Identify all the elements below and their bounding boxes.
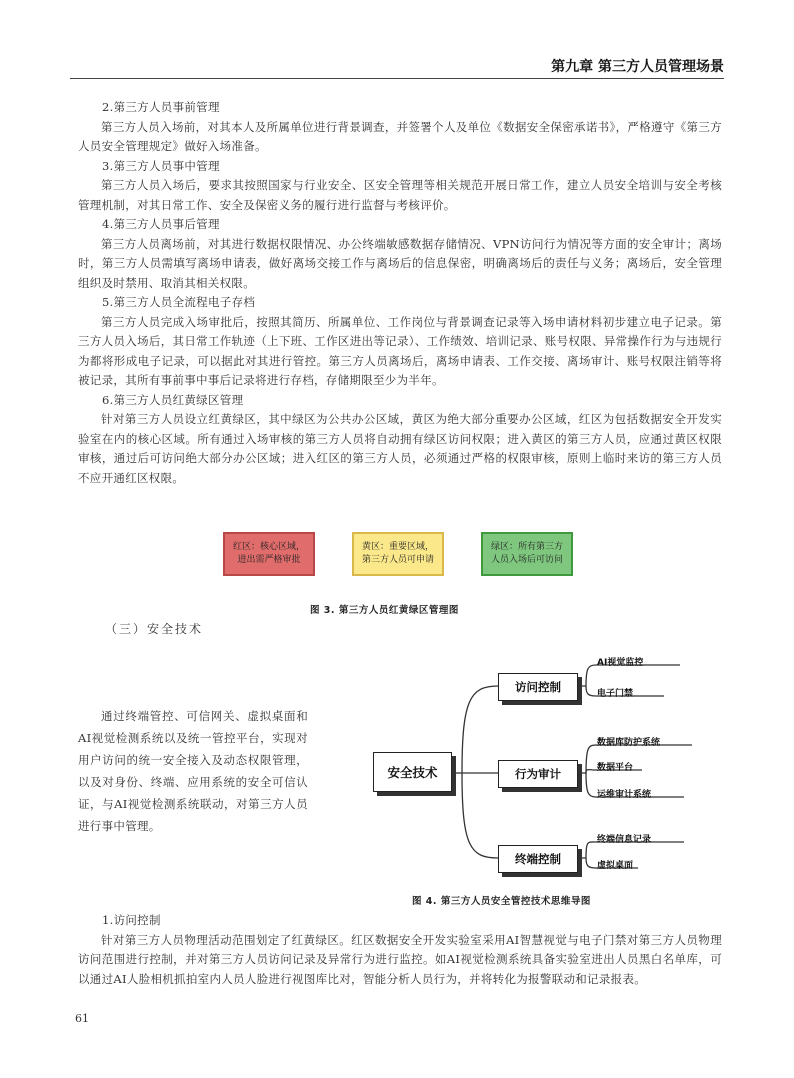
mindmap-leaf: 数据平台 xyxy=(597,763,634,773)
figure4-caption: 图 4. 第三方人员安全管控技术思维导图 xyxy=(412,896,591,907)
red-zone-label-line1: 红区：核心区域， xyxy=(232,542,305,552)
mindmap-leaf: AI视觉监控 xyxy=(597,658,644,668)
section-paragraph: 第三方人员离场前，对其进行数据权限情况、办公终端敏感数据存储情况、VPN访问行为情况等方面的安全审计；离场时，第三方人员需填写离场申请表，做好离场交接工作与离场后的信息保密，明确离场后的责任与义务；离场后，安全管理组织及时禁用、取消其相关权限。 xyxy=(78,236,722,290)
section-heading: 6.第三方人员红黄绿区管理 xyxy=(102,392,244,407)
mindmap-branch-behavior-audit: 行为审计 xyxy=(498,760,578,788)
mindmap-leaf: 运维审计系统 xyxy=(597,790,652,800)
access-control-section xyxy=(78,911,722,989)
section-heading: 3.第三方人员事中管理 xyxy=(102,158,220,173)
mindmap-branch-terminal-control: 终端控制 xyxy=(498,845,578,873)
yellow-zone-label-line1: 黄区：重要区域， xyxy=(361,542,434,552)
section-heading: 5.第三方人员全流程电子存档 xyxy=(102,295,256,309)
mindmap-leaf: 虚拟桌面 xyxy=(597,861,634,871)
section-paragraph: 第三方人员入场后，要求其按照国家与行业安全、区安全管理等相关规范开展日常工作，建立人员安全培训与安全考核管理机制，对其日常工作、安全及保密义务的履行进行监督与考核评价。 xyxy=(78,178,722,212)
mindmap-leaf: 终端信息记录 xyxy=(597,835,652,845)
yellow-zone-label-line2: 第三方人员可申请 xyxy=(361,555,434,565)
red-zone-label-line2: 进出需严格审批 xyxy=(237,555,301,565)
section-heading: 2.第三方人员事前管理 xyxy=(102,100,220,114)
page-number: 61 xyxy=(75,1012,89,1025)
chapter-title: 第九章 第三方人员管理场景 xyxy=(551,59,724,75)
subsection-title: （三）安全技术 xyxy=(105,622,204,636)
section-paragraph: 针对第三方人员设立红黄绿区，其中绿区为公共办公区域，黄区为绝大部分重要办公区域，红区为包括数据安全开发实验室在内的核心区域。所有通过入场审核的第三方人员将自动拥有绿区访问权限；进入黄区的第三方人员，应通过黄区权限审核，通过后可访问绝大部分办公区域；进入红区的第三方人员，必须通过严格的权限审核，原则上临时来访的第三方人员不应开通红区权限。 xyxy=(78,412,722,485)
mindmap-leaf: 数据库防护系统 xyxy=(597,738,661,748)
green-zone-label-line1: 绿区：所有第三方 xyxy=(490,542,563,552)
mindmap-branch-access-control: 访问控制 xyxy=(498,673,578,701)
section-paragraph: 第三方人员入场前，对其本人及所属单位进行背景调查，并签署个人及单位《数据安全保密承诺书》，严格遵守《第三方人员安全管理规定》做好入场准备。 xyxy=(78,119,722,153)
access-paragraph: 针对第三方人员物理活动范围划定了红黄绿区。红区数据安全开发实验室采用AI智慧视觉与电子门禁对第三方人员物理访问范围进行控制，并对第三方人员访问记录及异常行为进行监控。如AI视觉检测系统具备实验室进出人员黑白名单库，可以通过AI人脸相机抓拍室内人员人脸进行视图库比对，智能分析人员行为，并将转化为报警联动和记录报表。 xyxy=(78,932,722,986)
green-zone-label-line2: 人员入场后可访问 xyxy=(490,555,563,565)
section-heading: 4.第三方人员事后管理 xyxy=(102,217,220,231)
mindmap-root-node: 安全技术 xyxy=(373,752,452,792)
mindmap-leaf: 电子门禁 xyxy=(597,689,634,699)
figure3-caption: 图 3. 第三方人员红黄绿区管理图 xyxy=(310,605,459,616)
section-paragraph: 第三方人员完成入场审批后，按照其简历、所属单位、工作岗位与背景调查记录等入场申请材料初步建立电子记录。第三方人员入场后，其日常工作轨迹（上下班、工作区进出等记录）、工作绩效、培训记录、账号权限、异常操作行为与违规行为都将形成电子记录，可以据此对其进行管控。第三方人员离场后，离场申请表、工作交接、离场审计、账号权限注销等将被记录，其所有事前事中事后记录将进行存档，存储期限至少为半年。 xyxy=(78,314,722,387)
security-text: 通过终端管控、可信网关、虚拟桌面和AI视觉检测系统以及统一管控平台，实现对用户访问的统一安全接入及动态权限管理，以及对身份、终端、应用系统的安全可信认证，与AI视觉检测系统联动，对第三方人员进行事中管理。 xyxy=(78,709,308,833)
access-heading: 1.访问控制 xyxy=(102,913,161,927)
